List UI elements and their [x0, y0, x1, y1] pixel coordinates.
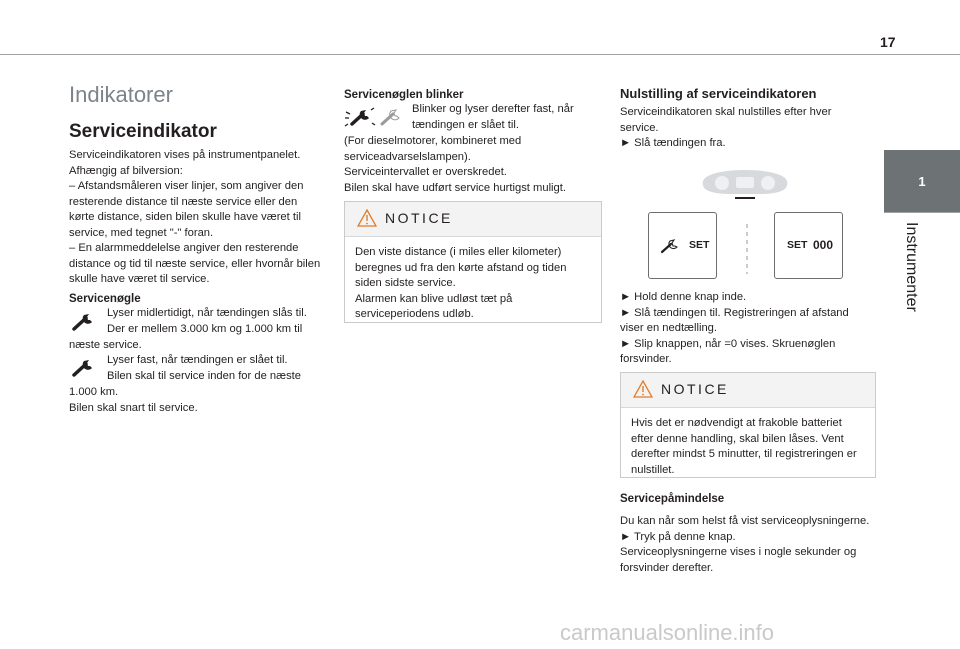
watermark: carmanualsonline.info — [560, 620, 775, 645]
set-label: SET — [689, 239, 710, 251]
instrument-cluster-illustration — [700, 170, 790, 200]
wrench-icon — [71, 310, 97, 332]
wrench-outline-icon — [659, 238, 681, 254]
warning-icon — [357, 209, 377, 227]
distance-readout: 000 — [813, 238, 834, 252]
notice-title: NOTICE — [385, 210, 453, 226]
notice-body: Hvis det er nødvendigt at frakoble batteriet efter denne handling, skal bilen låses. Vent derefter mindst 5 minutter, til registreringen er nulstillet. — [631, 417, 857, 476]
key1-rest: næste service. — [69, 339, 142, 351]
notice-header — [345, 202, 601, 237]
reset-heading: Nulstilling af serviceindikatoren — [620, 86, 817, 101]
blink-line1: Blinker og lyser derefter fast, når — [412, 103, 574, 115]
reminder-heading: Servicepåmindelse — [620, 493, 725, 505]
blink-line2: tændingen er slået til. — [412, 119, 519, 131]
chapter-label: Instrumenter — [903, 222, 920, 312]
top-rule — [0, 54, 960, 55]
notice-box — [620, 372, 876, 478]
wrench-outline-icon — [378, 106, 406, 128]
reset-button-right[interactable] — [774, 212, 843, 279]
blink-heading: Servicenøglen blinker — [344, 89, 464, 101]
page-number: 17 — [880, 34, 896, 50]
dashed-divider — [740, 224, 754, 274]
reset-intro: Serviceindikatoren skal nulstilles efter hver service. ► Slå tændingen fra. — [620, 106, 832, 149]
reset-button-left[interactable] — [648, 212, 717, 279]
chapter-tab[interactable]: 1 — [884, 150, 960, 212]
set-label: SET — [787, 239, 808, 251]
warning-icon — [633, 380, 653, 398]
key1-line1: Lyser midlertidigt, når tændingen slås til. — [107, 307, 307, 319]
section-title: Indikatorer — [69, 82, 173, 107]
notice-header — [621, 373, 875, 408]
key2-line2: Bilen skal til service inden for de næste — [107, 370, 302, 382]
reminder-body: Du kan når som helst få vist serviceoplysningerne. ► Tryk på denne knap. Serviceoplysningerne vises i nogle sekunder og forsvinder derefter. — [620, 515, 870, 574]
notice-box — [344, 201, 602, 323]
key2-rest: 1.000 km. Bilen skal snart til service. — [69, 386, 198, 414]
tab-divider — [884, 212, 960, 213]
subsection-title: Serviceindikator — [69, 121, 217, 142]
key1-line2: Der er mellem 3.000 km og 1.000 km til — [107, 323, 303, 335]
key-heading: Servicenøgle — [69, 293, 141, 305]
wrench-icon — [71, 356, 97, 378]
intro-text: Serviceindikatoren vises på instrumentpanelet. Afhængig af bilversion: – Afstandsmåleren viser linjer, som angiver den resterende distance til næste service eller den kørte distance, siden bilen skulle have været til service, med tegnet "-" foran. – En alarmmeddelelse angiver den resterende distance og tid til næste service, eller hvornår bilen skulle have været til service. — [69, 149, 321, 285]
blinking-wrench-icon — [344, 106, 376, 128]
notice-title: NOTICE — [661, 381, 729, 397]
reset-steps: ► Hold denne knap inde. ► Slå tændingen til. Registreringen af afstand viser en nedtælling. ► Slip knappen, når =0 vises. Skruenøglen forsvinder. — [620, 291, 849, 365]
key2-line1: Lyser fast, når tændingen er slået til. — [107, 354, 288, 366]
blink-rest: (For dieselmotorer, kombineret med serviceadvarselslampen). Serviceintervallet er overskredet. Bilen skal have udført service hurtigst muligt. — [344, 135, 566, 194]
notice-body: Den viste distance (i miles eller kilometer) beregnes ud fra den kørte afstand og tiden siden sidste service. Alarmen kan blive udløst tæt på serviceperiodens udløb. — [355, 246, 567, 320]
